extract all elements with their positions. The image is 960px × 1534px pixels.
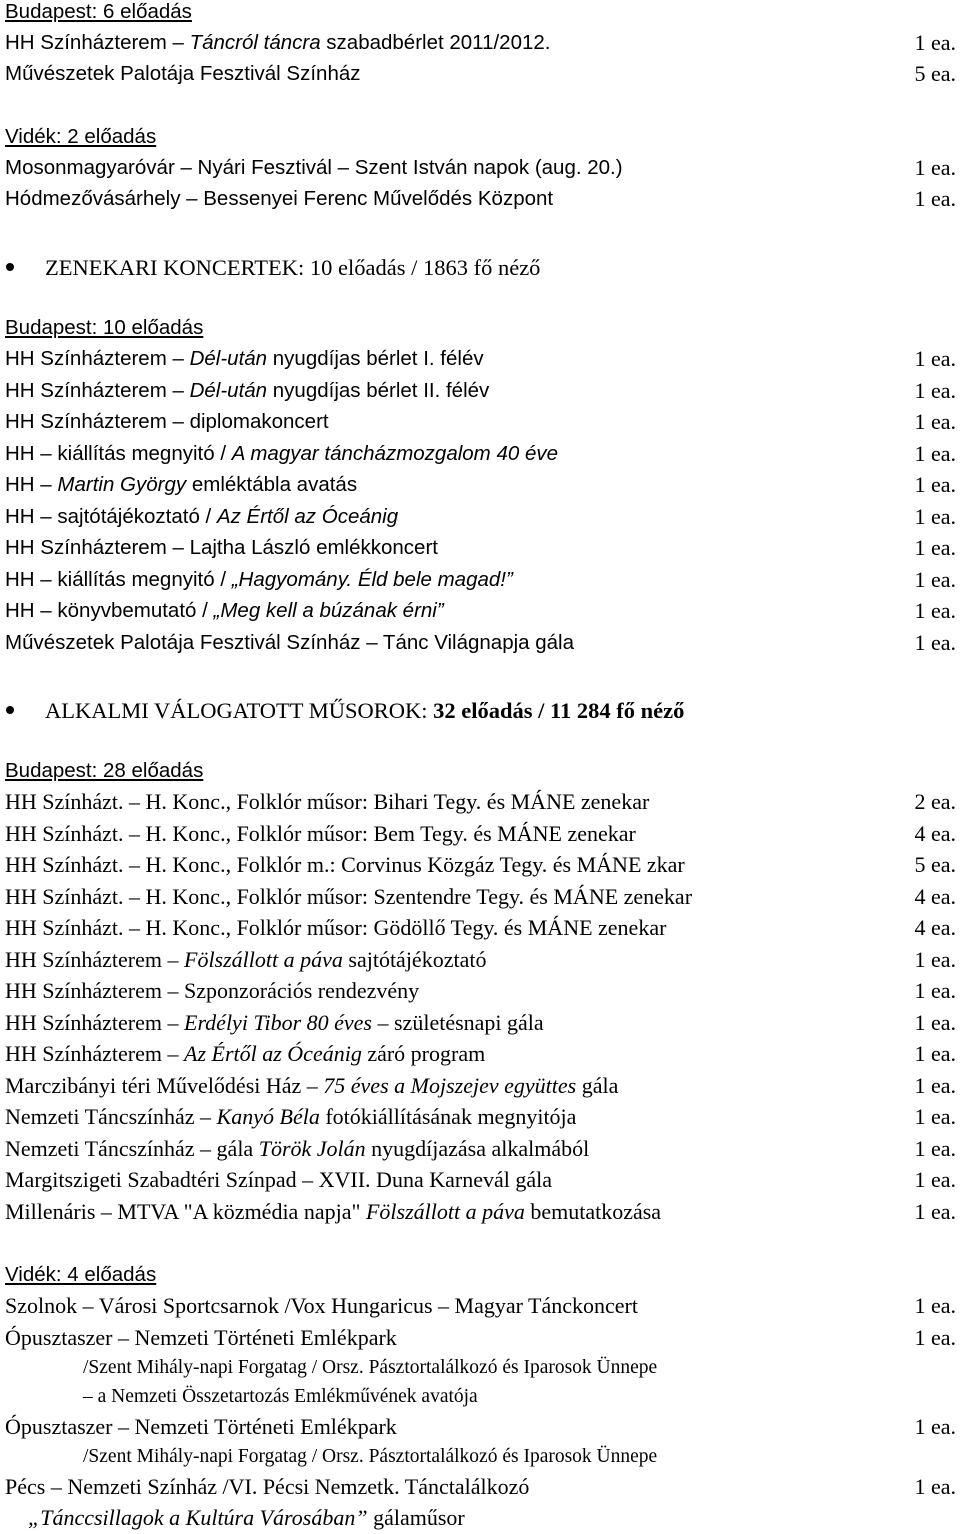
list-item: HH Színházt. – H. Konc., Folklór műsor: Bihari Tegy. és MÁNE zenekar 2 ea. bbox=[5, 787, 956, 817]
count: 1 ea. bbox=[914, 472, 956, 497]
count: 1 ea. bbox=[914, 1199, 956, 1224]
list-item-detail: – a Nemzeti Összetartozás Emlékművének avatója bbox=[83, 1386, 478, 1407]
count: 1 ea. bbox=[914, 630, 956, 655]
category-heading: ALKALMI VÁLOGATOTT MŰSOROK: 32 előadás / 11 284 fő néző bbox=[3, 696, 956, 728]
count: 1 ea. bbox=[914, 1325, 956, 1350]
count: 4 ea. bbox=[914, 884, 956, 909]
count: 1 ea. bbox=[914, 441, 956, 466]
count: 1 ea. bbox=[914, 378, 956, 403]
count: 1 ea. bbox=[914, 947, 956, 972]
list-item: Margitszigeti Szabadtéri Színpad – XVII. Duna Karnevál gála 1 ea. bbox=[5, 1165, 956, 1195]
count: 1 ea. bbox=[914, 978, 956, 1003]
list-item: HH – kiállítás megnyitó / A magyar táncházmozgalom 40 éve 1 ea. bbox=[5, 439, 956, 469]
count: 1 ea. bbox=[914, 1104, 956, 1129]
list-item: HH Színházterem – Dél-után nyugdíjas bérlet I. félév 1 ea. bbox=[5, 344, 956, 374]
count: 1 ea. bbox=[914, 346, 956, 371]
list-item: HH Színházterem – Szponzorációs rendezvény 1 ea. bbox=[5, 976, 956, 1006]
list-item: HH Színházt. – H. Konc., Folklór műsor: Szentendre Tegy. és MÁNE zenekar 4 ea. bbox=[5, 882, 956, 912]
list-item: Nemzeti Táncszínház – gála Török Jolán nyugdíjazása alkalmából 1 ea. bbox=[5, 1134, 956, 1164]
list-item-detail: /Szent Mihály-napi Forgatag / Orsz. Pásztortalálkozó és Iparosok Ünnepe bbox=[83, 1446, 658, 1467]
list-item: HH Színházterem – Erdélyi Tibor 80 éves – születésnapi gála 1 ea. bbox=[5, 1008, 956, 1038]
section-heading: Budapest: 6 előadás bbox=[5, 0, 192, 23]
count: 1 ea. bbox=[914, 1136, 956, 1161]
count: 1 ea. bbox=[914, 598, 956, 623]
list-item: HH – Martin György emléktábla avatás 1 ea. bbox=[5, 470, 956, 500]
count: 1 ea. bbox=[914, 1293, 956, 1318]
list-item: HH Színházterem – Fölszállott a páva sajtótájékoztató 1 ea. bbox=[5, 945, 956, 975]
list-item: Millenáris – MTVA "A közmédia napja" Fölszállott a páva bemutatkozása 1 ea. bbox=[5, 1197, 956, 1227]
count: 1 ea. bbox=[914, 186, 956, 211]
list-item: Pécs – Nemzeti Színház /VI. Pécsi Nemzetk. Tánctalálkozó 1 ea. bbox=[5, 1472, 956, 1502]
section-heading: Vidék: 4 előadás bbox=[5, 1263, 157, 1286]
bullet-icon bbox=[6, 706, 14, 714]
list-item: HH Színházt. – H. Konc., Folklór m.: Corvinus Közgáz Tegy. és MÁNE zkar 5 ea. bbox=[5, 850, 956, 880]
count: 1 ea. bbox=[914, 504, 956, 529]
list-item: Szolnok – Városi Sportcsarnok /Vox Hungaricus – Magyar Tánckoncert 1 ea. bbox=[5, 1291, 956, 1321]
count: 1 ea. bbox=[914, 1041, 956, 1066]
list-item: HH – sajtótájékoztató / Az Értől az Óceánig 1 ea. bbox=[5, 502, 956, 532]
list-item: HH Színházterem – Az Értől az Óceánig záró program 1 ea. bbox=[5, 1039, 956, 1069]
count: 1 ea. bbox=[914, 567, 956, 592]
category-heading: ZENEKARI KONCERTEK: 10 előadás / 1863 fő néző bbox=[3, 253, 956, 285]
list-item: Nemzeti Táncszínház – Kanyó Béla fotókiállításának megnyitója 1 ea. bbox=[5, 1102, 956, 1132]
count: 4 ea. bbox=[914, 915, 956, 940]
list-item: Művészetek Palotája Fesztivál Színház – Tánc Világnapja gála 1 ea. bbox=[5, 628, 956, 658]
count: 1 ea. bbox=[914, 409, 956, 434]
count: 1 ea. bbox=[914, 1414, 956, 1439]
list-item: HH Színházt. – H. Konc., Folklór műsor: Gödöllő Tegy. és MÁNE zenekar 4 ea. bbox=[5, 913, 956, 943]
count: 1 ea. bbox=[914, 1010, 956, 1035]
list-item: Ópusztaszer – Nemzeti Történeti Emlékpark 1 ea. bbox=[5, 1323, 956, 1353]
count: 1 ea. bbox=[914, 1073, 956, 1098]
bullet-icon bbox=[6, 263, 14, 271]
list-item: HH Színházt. – H. Konc., Folklór műsor: Bem Tegy. és MÁNE zenekar 4 ea. bbox=[5, 819, 956, 849]
list-item: HH – kiállítás megnyitó / „Hagyomány. Éld bele magad!” 1 ea. bbox=[5, 565, 956, 595]
list-item: Ópusztaszer – Nemzeti Történeti Emlékpark 1 ea. bbox=[5, 1412, 956, 1442]
list-item: Hódmezővásárhely – Bessenyei Ferenc Művelődés Központ 1 ea. bbox=[5, 184, 956, 214]
count: 1 ea. bbox=[914, 1167, 956, 1192]
section-heading: Budapest: 28 előadás bbox=[5, 759, 204, 782]
list-item-detail: „Tánccsillagok a Kultúra Városában” gálaműsor bbox=[28, 1505, 465, 1530]
section-heading: Budapest: 10 előadás bbox=[5, 316, 204, 339]
list-item: HH Színházterem – Táncról táncra szabadbérlet 2011/2012. 1 ea. bbox=[5, 28, 956, 58]
list-item: Művészetek Palotája Fesztivál Színház 5 ea. bbox=[5, 59, 956, 89]
section-heading: Vidék: 2 előadás bbox=[5, 125, 157, 148]
count: 1 ea. bbox=[914, 155, 956, 180]
list-item: HH Színházterem – Lajtha László emlékkoncert 1 ea. bbox=[5, 533, 956, 563]
count: 1 ea. bbox=[914, 30, 956, 55]
count: 2 ea. bbox=[914, 789, 956, 814]
list-item: Mosonmagyaróvár – Nyári Fesztivál – Szent István napok (aug. 20.) 1 ea. bbox=[5, 153, 956, 183]
count: 1 ea. bbox=[914, 535, 956, 560]
list-item: HH Színházterem – diplomakoncert 1 ea. bbox=[5, 407, 956, 437]
list-item: HH – könyvbemutató / „Meg kell a búzának érni” 1 ea. bbox=[5, 596, 956, 626]
list-item-detail: /Szent Mihály-napi Forgatag / Orsz. Pásztortalálkozó és Iparosok Ünnepe bbox=[83, 1357, 658, 1378]
count: 5 ea. bbox=[914, 61, 956, 86]
list-item: Marczibányi téri Művelődési Ház – 75 éves a Mojszejev együttes gála 1 ea. bbox=[5, 1071, 956, 1101]
count: 4 ea. bbox=[914, 821, 956, 846]
count: 5 ea. bbox=[914, 852, 956, 877]
count: 1 ea. bbox=[914, 1474, 956, 1499]
list-item: HH Színházterem – Dél-után nyugdíjas bérlet II. félév 1 ea. bbox=[5, 376, 956, 406]
